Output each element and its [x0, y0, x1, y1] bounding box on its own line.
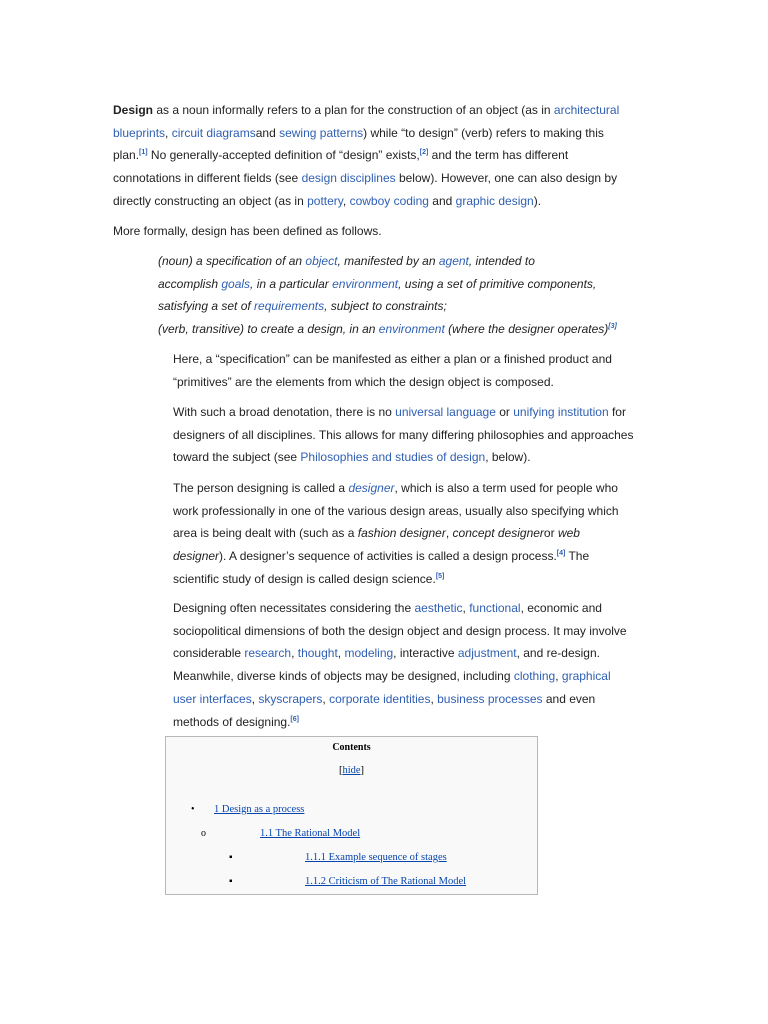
citation-6[interactable]: [6] [290, 715, 299, 723]
text: accomplish [158, 276, 222, 291]
term-design: Design [113, 103, 154, 117]
link-requirements[interactable]: requirements [254, 299, 325, 314]
text: (noun) a specification of an [158, 254, 306, 268]
text: , [291, 646, 298, 661]
link-designer[interactable]: designer [348, 481, 395, 495]
text: Designing often necessitates considering the [173, 601, 415, 615]
designer-line-4 [173, 545, 619, 568]
text: , subject to constraints; [324, 299, 447, 314]
link-corporate-identities[interactable]: corporate identities [329, 691, 431, 706]
designer-line-5 [173, 568, 619, 591]
text: sociopolitical dimensions of both the design object and design process. It may involve [173, 623, 627, 638]
quote-line-2 [158, 273, 617, 296]
text: , [337, 646, 345, 661]
designer-paragraph [173, 477, 619, 591]
bracket: ] [360, 765, 365, 776]
bullet-square-icon: ▪ [229, 852, 233, 863]
link-business-processes[interactable]: business processes [437, 691, 543, 706]
text: area is being dealt with (such as a [173, 526, 358, 541]
link-cowboy-coding[interactable]: cowboy coding [349, 193, 429, 208]
text: as a noun informally refers to a plan for the construction of an object (as in [153, 103, 554, 117]
text: considerable [173, 646, 245, 661]
text: methods of designing. [173, 714, 291, 729]
denotation-line-1 [173, 401, 633, 424]
designer-line-1 [173, 477, 619, 500]
text: work professionally in one of the various design areas, usually also specifying which [173, 503, 619, 518]
citation-3[interactable]: [3] [608, 323, 617, 331]
considerations-line-4 [173, 665, 627, 688]
text: “primitives” are the elements from which the design object is composed. [173, 374, 554, 389]
text: , [445, 526, 453, 541]
link-thought[interactable]: thought [297, 646, 338, 661]
link-research[interactable]: research [244, 646, 292, 661]
intro-paragraph [113, 99, 619, 213]
toc-item-rational-model[interactable] [260, 828, 360, 839]
toc-item-criticism[interactable] [305, 876, 466, 887]
text: concept designer [452, 526, 544, 541]
link-functional[interactable]: functional [469, 601, 521, 615]
citation-1[interactable]: [1] [139, 149, 148, 157]
link-graphical[interactable]: graphical [561, 669, 611, 684]
link-philosophies[interactable]: Philosophies and studies of design [300, 450, 486, 465]
text: ) while “to design” (verb) refers to making this [363, 125, 604, 140]
text: ). A designer’s sequence of activities is called a design process. [219, 549, 557, 564]
text: Meanwhile, diverse kinds of objects may be designed, including [173, 669, 514, 684]
citation-4[interactable]: [4] [556, 550, 566, 558]
link-sewing-patterns[interactable]: sewing patterns [279, 125, 364, 140]
text: directly constructing an object (as in [113, 193, 308, 208]
link-agent[interactable]: agent [438, 254, 469, 268]
considerations-line-3 [173, 642, 627, 665]
text: , below). [485, 450, 531, 465]
text: and the term has different [428, 148, 569, 163]
link-goals[interactable]: goals [221, 276, 251, 291]
text: or [543, 526, 558, 541]
link-object[interactable]: object [305, 254, 338, 268]
link-graphic-design[interactable]: graphic design [455, 193, 534, 208]
text: designers of all disciplines. This allows for many differing philosophies and approaches [173, 427, 634, 442]
denotation-line-3 [173, 446, 633, 469]
designer-line-3 [173, 522, 619, 545]
text: below). However, one can also design by [395, 171, 618, 186]
bullet-disc-icon: • [191, 804, 195, 815]
text: satisfying a set of [158, 299, 255, 314]
text: , in a particular [250, 276, 333, 291]
toc-item-design-as-a-process[interactable] [214, 804, 304, 815]
definition-quote [158, 250, 617, 341]
text: fashion designer [357, 526, 446, 541]
bullet-circle-icon: o [201, 828, 206, 839]
text: designer [173, 549, 220, 564]
text: web [557, 526, 580, 541]
text: No generally-accepted definition of “design” exists, [147, 148, 420, 163]
text: ). [533, 193, 542, 208]
toc-title: Contents [332, 742, 371, 753]
bullet-square-icon: ▪ [229, 876, 233, 887]
link-universal-language[interactable]: universal language [395, 405, 496, 419]
intro-line-4 [113, 167, 619, 190]
text: (where the designer operates) [444, 322, 609, 337]
link-unifying-institution[interactable]: unifying institution [513, 405, 609, 419]
text: , [165, 125, 172, 140]
considerations-paragraph [173, 597, 627, 733]
toc-link[interactable]: 1.1.2 Criticism of The Rational Model [305, 876, 467, 887]
text: , [555, 669, 562, 684]
citation-2[interactable]: [2] [419, 149, 429, 157]
quote-line-3 [158, 295, 617, 318]
text: , economic and [520, 601, 602, 615]
bracket: [ [338, 765, 343, 776]
text: , [430, 691, 438, 706]
specification-paragraph [173, 348, 612, 393]
citation-5[interactable]: [5] [435, 572, 445, 580]
text: connotations in different fields (see [113, 171, 302, 186]
link-environment-2[interactable]: environment [378, 322, 445, 337]
link-clothing[interactable]: clothing [513, 669, 556, 684]
considerations-line-1 [173, 597, 627, 620]
intro-line-2 [113, 122, 619, 145]
link-aesthetic[interactable]: aesthetic [414, 601, 463, 615]
intro-line-5 [113, 190, 619, 213]
toc-link[interactable]: 1.1.1 Example sequence of stages [305, 852, 447, 863]
link-modeling[interactable]: modeling [344, 646, 394, 661]
link-user-interfaces[interactable]: user interfaces [173, 691, 252, 706]
text: , [342, 193, 350, 208]
text: , and re-design. [516, 646, 600, 661]
quote-line-1 [158, 250, 617, 273]
text: (verb, transitive) to create a design, in an [158, 322, 379, 337]
link-design-disciplines[interactable]: design disciplines [301, 171, 396, 186]
link-skyscrapers[interactable]: skyscrapers [258, 691, 323, 706]
toc-link[interactable]: 1 Design as a process [214, 804, 305, 815]
text: , which is also a term used for people who [394, 481, 618, 495]
text: and [428, 193, 456, 208]
denotation-paragraph [173, 401, 633, 469]
text: The [565, 549, 590, 564]
text: The person designing is called a [173, 481, 349, 495]
text: , interactive [393, 646, 458, 661]
text: , manifested by an [337, 254, 439, 268]
considerations-line-6 [173, 711, 627, 734]
text: Here, a “specification” can be manifested as either a plan or a finished product and [173, 352, 612, 366]
text: , intended to [468, 254, 535, 268]
text: and even [542, 691, 596, 706]
text: scientific study of design is called design science. [173, 571, 436, 586]
text: , [251, 691, 259, 706]
link-architectural[interactable]: architectural [553, 103, 620, 117]
toc-link[interactable]: 1.1 The Rational Model [260, 828, 361, 839]
intro-line-3 [113, 144, 619, 167]
link-circuit-diagrams[interactable]: circuit diagrams [171, 125, 256, 140]
toc-item-example-sequence[interactable] [305, 852, 447, 863]
intro-line-1 [113, 99, 619, 122]
table-of-contents [165, 736, 538, 895]
link-pottery[interactable]: pottery [307, 193, 343, 208]
link-blueprints[interactable]: blueprints [113, 125, 166, 140]
link-environment[interactable]: environment [332, 276, 399, 291]
formal-definition-intro: More formally, design has been defined as follows. [113, 224, 382, 238]
considerations-line-5 [173, 688, 627, 711]
toc-hide-toggle [166, 765, 537, 776]
text: toward the subject (see [173, 450, 301, 465]
quote-line-4 [158, 318, 617, 341]
text: With such a broad denotation, there is no [173, 405, 396, 419]
toc-hide-link[interactable]: hide [342, 765, 361, 776]
link-adjustment[interactable]: adjustment [457, 646, 517, 661]
text: or [495, 405, 514, 419]
text: plan. [113, 148, 140, 163]
text: , [322, 691, 330, 706]
text: for [608, 405, 626, 419]
text: , [462, 601, 470, 615]
text: , using a set of primitive components, [398, 276, 597, 291]
text: and [255, 125, 280, 140]
